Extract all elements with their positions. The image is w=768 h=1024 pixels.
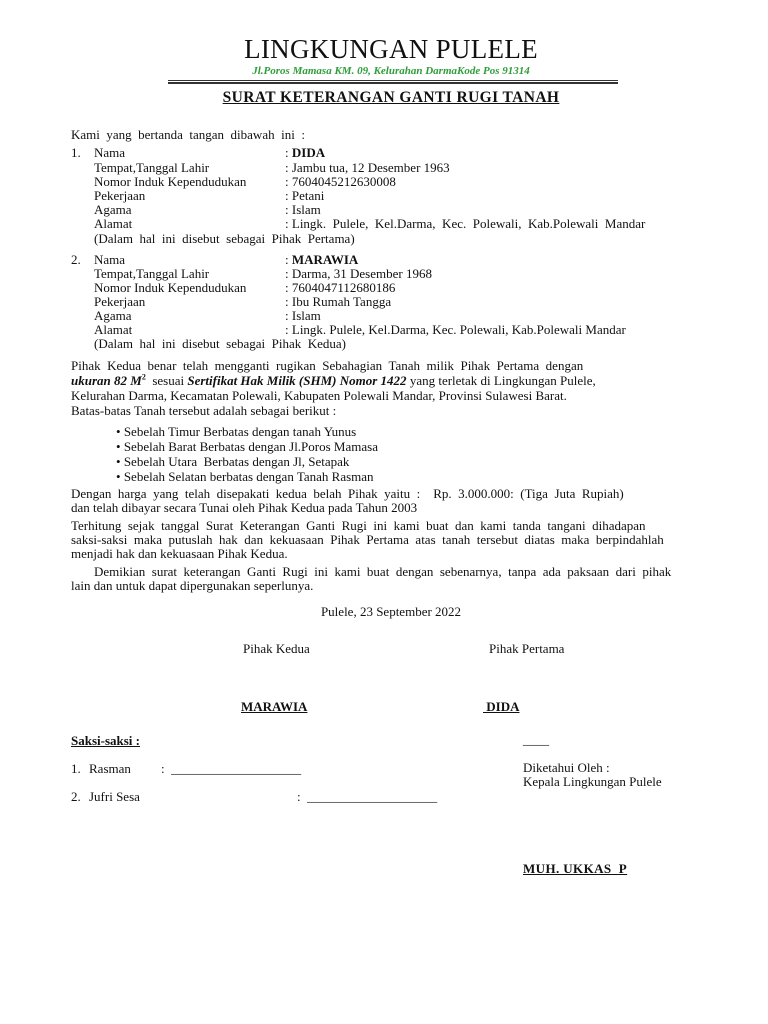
document-title: SURAT KETERANGAN GANTI RUGI TANAH: [222, 89, 560, 106]
transfer-clause-line-2: saksi-saksi maka putuslah hak dan kekuasaan Pihak Pertama atas tanah tersebut diatas maka berpindahlah: [71, 532, 664, 547]
party-2-job-value: : Ibu Rumah Tangga: [285, 294, 392, 309]
party-1-name-value: : DIDA: [285, 145, 326, 160]
party-2-address: Lingk. Pulele, Kel.Darma, Kec. Polewali, Kab.Polewali Mandar: [291, 322, 626, 337]
party-1-nik-label: Nomor Induk Kependudukan: [94, 174, 247, 189]
transfer-word-sesuai: sesuai: [152, 373, 185, 388]
party-1-religion: Islam: [291, 202, 321, 217]
boundaries-intro: Batas-batas Tanah tersebut adalah sebagai berikut :: [71, 403, 337, 418]
head-name: MUH. UKKAS P: [523, 861, 628, 876]
party-2-address-label: Alamat: [94, 322, 133, 337]
party-2-name-value: : MARAWIA: [285, 252, 359, 267]
transfer-clause-line-1: Terhitung sejak tanggal Surat Keterangan Ganti Rugi ini kami buat dan kami tanda tangani dihadapan: [71, 518, 646, 533]
list-item: • Sebelah Utara Berbatas dengan Jl, Setapak: [116, 454, 350, 469]
party-2-religion-label: Agama: [94, 308, 132, 323]
list-item: • Sebelah Selatan berbatas dengan Tanah Rasman: [116, 469, 374, 484]
party-1-name: DIDA: [291, 145, 326, 160]
party-1-name-label: Nama: [94, 145, 126, 160]
witness-2-number: 2.: [71, 789, 81, 804]
witness-1-number: 1.: [71, 761, 81, 776]
party-2-birth: Darma, 31 Desember 1968: [291, 266, 432, 281]
letterhead-address: Jl.Poros Mamasa KM. 09, Kelurahan DarmaKode Pos 91314: [252, 65, 530, 77]
boundary-south: Sebelah Selatan berbatas dengan Tanah Rasman: [123, 469, 374, 484]
transfer-paragraph-line-2: [71, 373, 711, 388]
party-1-address-label: Alamat: [94, 216, 133, 231]
price-line-1: Dengan harga yang telah disepakati kedua belah Pihak yaitu : Rp. 3.000.000: (Tiga Juta Rupiah): [71, 486, 624, 501]
boundary-north: Sebelah Utara Berbatas dengan Jl, Setapak: [123, 454, 350, 469]
party-1-birth-value: : Jambu tua, 12 Desember 1963: [285, 160, 450, 175]
party-2-birth-value: : Darma, 31 Desember 1968: [285, 266, 432, 281]
party-1-job-label: Pekerjaan: [94, 188, 146, 203]
land-size-unit-sup: 2: [141, 372, 146, 382]
boundary-west: Sebelah Barat Berbatas dengan Jl.Poros Mamasa: [123, 439, 378, 454]
witness-1-signature-line: : ____________________: [161, 761, 302, 776]
party-1-birth: Jambu tua, 12 Desember 1963: [291, 160, 450, 175]
party-1-nik: 7604045212630008: [291, 174, 396, 189]
witnesses-heading: Saksi-saksi :: [71, 733, 140, 748]
party-1-address-value: : Lingk. Pulele, Kel.Darma, Kec. Polewali, Kab.Polewali Mandar: [285, 216, 646, 231]
transfer-paragraph-line-3: Kelurahan Darma, Kecamatan Polewali, Kabupaten Polewali Mandar, Provinsi Sulawesi Barat.: [71, 388, 567, 403]
price-line-2: dan telah dibayar secara Tunai oleh Pihak Kedua pada Tahun 2003: [71, 500, 418, 515]
letterhead-rule-thin: [168, 80, 618, 81]
party-2-nik-value: : 7604047112680186: [285, 280, 396, 295]
party-2-nik: 7604047112680186: [291, 280, 396, 295]
witness-2-signature-line: : ____________________: [297, 789, 438, 804]
signature-role-left: Pihak Kedua: [243, 641, 310, 656]
party-2-birth-label: Tempat,Tanggal Lahir: [94, 266, 210, 281]
signature-name-right: DIDA: [483, 699, 520, 714]
land-size: ukuran 82 M: [71, 373, 142, 388]
closing-line-2: lain dan untuk dapat dipergunakan seperlunya.: [71, 578, 314, 593]
party-2-nik-label: Nomor Induk Kependudukan: [94, 280, 247, 295]
party-1-note: (Dalam hal ini disebut sebagai Pihak Pertama): [94, 231, 355, 246]
party-2-job-label: Pekerjaan: [94, 294, 146, 309]
certificate-number: Sertifikat Hak Milik (SHM) Nomor 1422: [187, 373, 407, 388]
party-2-name-label: Nama: [94, 252, 126, 267]
transfer-clause-line-3: menjadi hak dan kekuasaan Pihak Kedua.: [71, 546, 288, 561]
transfer-paragraph-line-1: Pihak Kedua benar telah mengganti rugikan Sebahagian Tanah milik Pihak Pertama dengan: [71, 358, 584, 373]
party-2-religion-value: : Islam: [285, 308, 321, 323]
witness-2-name: Jufri Sesa: [89, 789, 140, 804]
date-place: Pulele, 23 September 2022: [320, 604, 462, 619]
list-item: • Sebelah Timur Berbatas dengan tanah Yunus: [116, 424, 357, 439]
head-position: Kepala Lingkungan Pulele: [523, 774, 662, 789]
party-2-name: MARAWIA: [291, 252, 359, 267]
acknowledgement-short-line: ____: [523, 732, 549, 747]
intro-text: Kami yang bertanda tangan dibawah ini :: [71, 127, 305, 142]
letterhead-rule-thick: [168, 82, 618, 84]
signature-name-left: MARAWIA: [241, 699, 308, 714]
party-2-note: (Dalam hal ini disebut sebagai Pihak Kedua): [94, 336, 346, 351]
known-by-label: Diketahui Oleh :: [523, 760, 610, 775]
party-1-religion-label: Agama: [94, 202, 132, 217]
boundary-east: Sebelah Timur Berbatas dengan tanah Yunus: [123, 424, 357, 439]
closing-line-1: Demikian surat keterangan Ganti Rugi ini kami buat dengan sebenarnya, tanpa ada paksaan dari pihak: [94, 564, 672, 579]
party-1-nik-value: : 7604045212630008: [285, 174, 396, 189]
party-2-number: 2.: [71, 252, 81, 267]
location-text: yang terletak di Lingkungan Pulele,: [409, 373, 596, 388]
party-1-job-value: : Petani: [285, 188, 325, 203]
party-2-religion: Islam: [291, 308, 321, 323]
party-1-religion-value: : Islam: [285, 202, 321, 217]
signature-role-right: Pihak Pertama: [489, 641, 565, 656]
party-1-birth-label: Tempat,Tanggal Lahir: [94, 160, 210, 175]
party-1-address: Lingk. Pulele, Kel.Darma, Kec. Polewali, Kab.Polewali Mandar: [291, 216, 646, 231]
witness-1-name: Rasman: [89, 761, 131, 776]
party-2-address-value: : Lingk. Pulele, Kel.Darma, Kec. Polewali, Kab.Polewali Mandar: [285, 322, 626, 337]
letterhead-title: LINGKUNGAN PULELE: [244, 34, 538, 64]
party-1-number: 1.: [71, 145, 81, 160]
list-item: • Sebelah Barat Berbatas dengan Jl.Poros Mamasa: [116, 439, 378, 454]
party-1-job: Petani: [291, 188, 325, 203]
party-2-job: Ibu Rumah Tangga: [291, 294, 392, 309]
